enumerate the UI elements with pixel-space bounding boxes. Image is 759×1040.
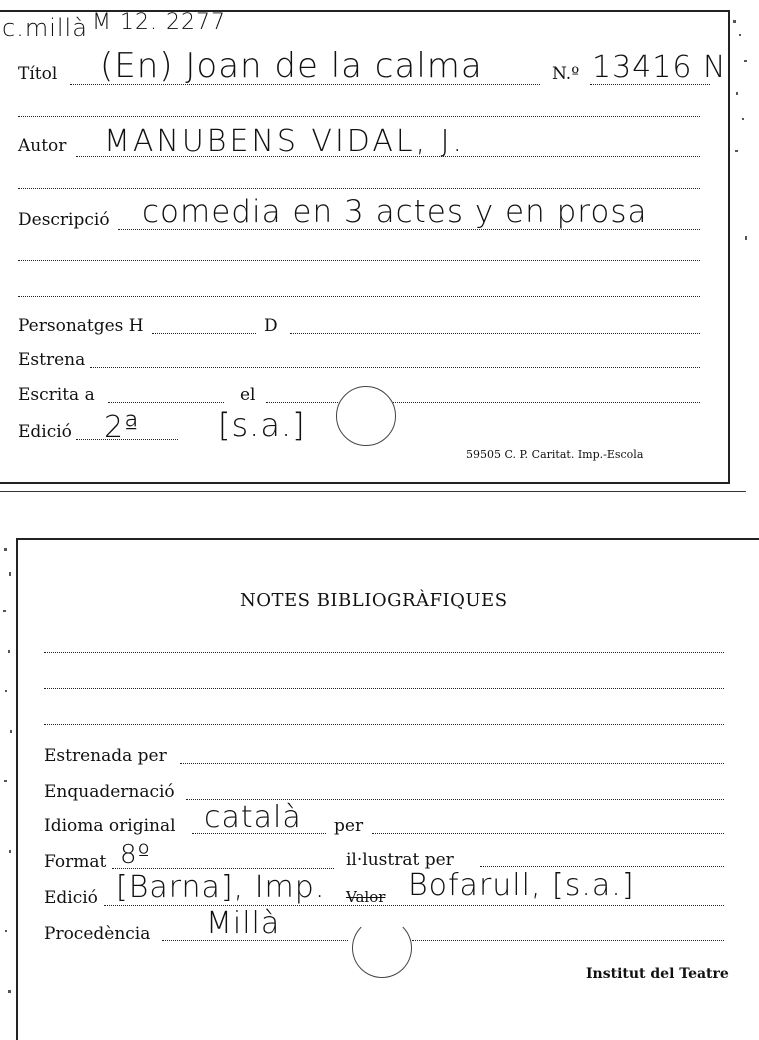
card1-bottom-rule (0, 491, 746, 492)
card1-blank-line-3 (18, 260, 700, 261)
shelfmark: M 12. 2277 (92, 10, 226, 35)
personatges-label: Personatges H (18, 316, 144, 336)
number-value: 13416 N (592, 50, 727, 85)
illustrat-label: il·lustrat per (346, 850, 454, 870)
edicio-value-1: 2ª (104, 410, 140, 445)
titol-value: (En) Joan de la calma (100, 46, 483, 86)
procedencia-line-right (412, 940, 724, 941)
idioma-label: Idioma original (44, 816, 176, 836)
card1-blank-line-4 (18, 296, 700, 297)
descripcio-label: Descripció (18, 210, 110, 230)
card2-edicio-line (104, 905, 724, 906)
estrena-line (90, 367, 700, 368)
notes-title: NOTES BIBLIOGRÀFIQUES (240, 590, 508, 611)
personatges-d-label: D (264, 316, 278, 336)
personatges-h-line (152, 333, 256, 334)
card2-edicio-struck: Valor (346, 888, 386, 906)
personatges-d-line (290, 333, 700, 334)
card1-blank-line-2 (18, 188, 700, 189)
edicio-label: Edició (18, 422, 72, 442)
illustrat-line (480, 866, 724, 867)
estrenada-line (180, 763, 724, 764)
procedencia-label: Procedència (44, 924, 151, 944)
card2-edicio-value-a: [Barna], Imp. (116, 870, 326, 905)
autor-label: Autor (18, 136, 67, 156)
card2-blank-line-3 (44, 724, 724, 725)
el-label: el (240, 385, 256, 405)
card2-blank-line-2 (44, 688, 724, 689)
escrita-label: Escrita a (18, 385, 95, 405)
card2-edicio-value-b: Bofarull, [s.a.] (408, 868, 635, 903)
per-line (372, 833, 724, 834)
card2-punch-hole (352, 918, 412, 978)
estrena-label: Estrena (18, 350, 86, 370)
autor-value: MANUBENS VIDAL, J. (104, 124, 466, 159)
number-label: N.º (552, 64, 580, 84)
el-line (266, 402, 700, 403)
printer-note: 59505 C. P. Caritat. Imp.-Escola (466, 448, 644, 461)
card1-punch-hole (336, 386, 396, 446)
format-label: Format (44, 852, 107, 872)
titol-label: Títol (18, 64, 58, 84)
idioma-value: català (204, 800, 302, 835)
archive-code: c.millà (2, 14, 88, 42)
card2-blank-line-1 (44, 652, 724, 653)
per-label: per (334, 816, 364, 836)
institut-footer: Institut del Teatre (586, 966, 729, 982)
card1-blank-line-1 (18, 116, 700, 117)
estrenada-label: Estrenada per (44, 746, 167, 766)
escrita-line (108, 402, 224, 403)
card2-edicio-label: Edició (44, 888, 98, 908)
format-value: 8º (120, 840, 151, 870)
enquadernacio-label: Enquadernació (44, 782, 175, 802)
descripcio-value: comedia en 3 actes y en prosa (142, 194, 648, 230)
edicio-value-2: [s.a.] (218, 406, 306, 444)
procedencia-value: Millà (206, 906, 281, 941)
